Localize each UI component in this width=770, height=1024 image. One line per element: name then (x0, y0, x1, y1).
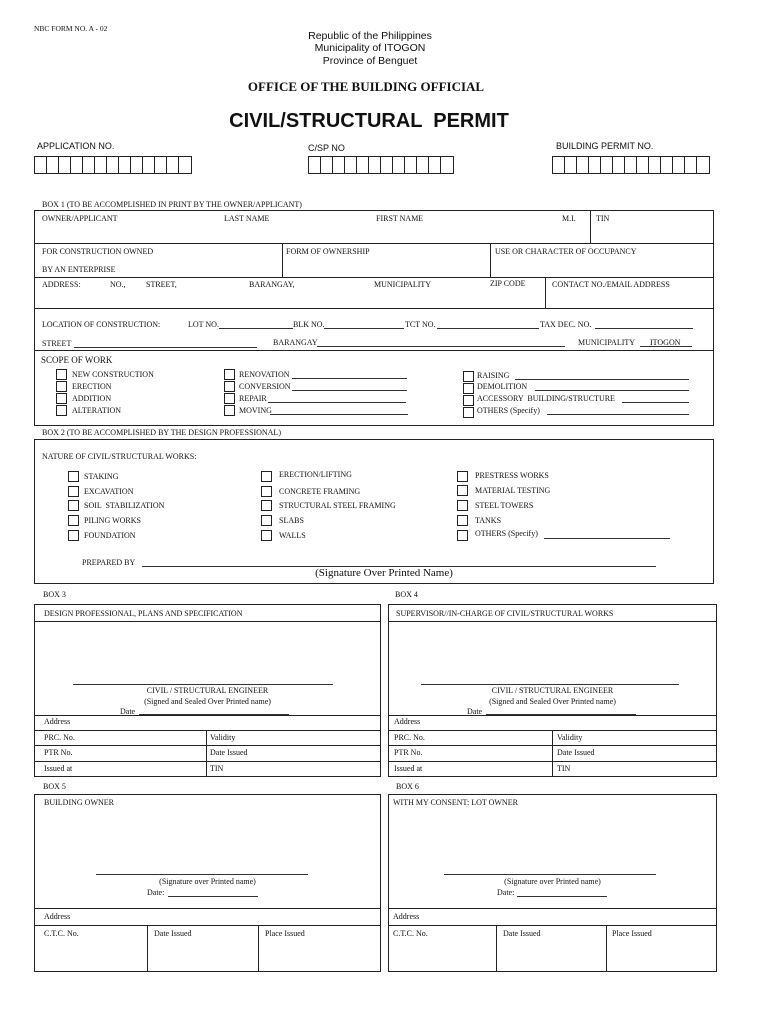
municipality-label: MUNICIPALITY (578, 338, 636, 347)
box5-date-issued-label: Date Issued (154, 929, 192, 938)
box3-prc-label: PRC. No. (44, 733, 75, 742)
box4-validity-label: Validity (557, 733, 583, 742)
works-label: OTHERS (Specify) (475, 529, 538, 538)
works-label: PRESTRESS WORKS (475, 471, 549, 480)
box4-date-label: Date (467, 707, 483, 716)
works-label: FOUNDATION (84, 531, 136, 540)
application-no-cells[interactable] (34, 156, 192, 174)
box6-place-issued-label: Place Issued (612, 929, 652, 938)
works-checkbox[interactable] (261, 530, 272, 541)
box3-date-label: Date (120, 707, 136, 716)
application-no-label: APPLICATION NO. (37, 141, 115, 151)
works-label: EXCAVATION (84, 487, 134, 496)
box1-divider (34, 308, 714, 309)
works-label: SLABS (279, 516, 304, 525)
box3-signature-line[interactable] (73, 684, 333, 685)
scope-label: ERECTION (72, 382, 112, 391)
owner-label: OWNER/APPLICANT (42, 214, 118, 223)
box4-signed-label: (Signed and Sealed Over Printed name) (489, 697, 616, 706)
box6-divider (606, 925, 607, 972)
box5-date-field[interactable] (168, 896, 258, 897)
box6-address-label: Address (393, 912, 420, 921)
box3-issued-at-label: Issued at (44, 764, 73, 773)
tax-dec-field[interactable] (595, 328, 693, 329)
box3-ptr-label: PTR No. (44, 748, 73, 757)
box4-divider (388, 715, 717, 716)
box1-divider (590, 210, 591, 243)
scope-field[interactable] (292, 378, 407, 379)
address-no-label: NO., (110, 280, 126, 289)
box4-title: SUPERVISOR//IN-CHARGE OF CIVIL/STRUCTURAL WORKS (396, 609, 614, 618)
works-checkbox[interactable] (68, 500, 79, 511)
csp-no-label: C/SP NO (308, 143, 345, 153)
tct-no-field[interactable] (437, 328, 539, 329)
box6-title: WITH MY CONSENT: LOT OWNER (393, 798, 518, 807)
box4-prc-label: PRC. No. (394, 733, 425, 742)
scope-label: MOVING (239, 406, 272, 415)
box4-date-issued-label: Date Issued (557, 748, 595, 757)
box4-divider (552, 730, 553, 777)
scope-field[interactable] (292, 390, 407, 391)
box3-date-field[interactable] (139, 714, 289, 715)
scope-checkbox[interactable] (224, 369, 235, 380)
box5-label: BOX 5 (43, 782, 66, 791)
works-checkbox[interactable] (261, 471, 272, 482)
box5-title: BUILDING OWNER (44, 798, 114, 807)
page-title: CIVIL/STRUCTURAL PERMIT (229, 110, 509, 132)
box1-heading: BOX 1 (TO BE ACCOMPLISHED IN PRINT BY THE OWNER/APPLICANT) (42, 200, 302, 209)
works-checkbox[interactable] (68, 515, 79, 526)
municipality-value: ITOGON (650, 338, 681, 347)
scope-label: DEMOLITION (477, 382, 528, 391)
box5-signature-label: (Signature over Printed name) (159, 877, 256, 886)
box4-engineer-label: CIVIL / STRUCTURAL ENGINEER (491, 686, 614, 695)
office-title: OFFICE OF THE BUILDING OFFICIAL (247, 79, 485, 94)
works-label: CONCRETE FRAMING (279, 487, 361, 496)
works-label: SOIL STABILIZATION (84, 501, 165, 510)
box3-divider (34, 745, 381, 746)
address-municipality-label: MUNICIPALITY (374, 280, 432, 289)
municipality-field[interactable] (640, 346, 692, 347)
box6-date-label: Date: (497, 888, 515, 897)
mi-label: M.I. (562, 214, 576, 223)
box6-divider (388, 908, 717, 909)
province-line: Province of Benguet (322, 55, 418, 67)
scope-field[interactable] (268, 402, 406, 403)
scope-label: ADDITION (72, 394, 112, 403)
box4-date-field[interactable] (486, 714, 636, 715)
scope-field[interactable] (622, 402, 689, 403)
barangay-field[interactable] (317, 346, 565, 347)
street-label: STREET (42, 339, 72, 348)
box5-divider (147, 925, 148, 972)
box3-divider (34, 621, 381, 622)
works-label: MATERIAL TESTING (475, 486, 551, 495)
tax-dec-label: TAX DEC. NO. (540, 320, 592, 329)
scope-label: OTHERS (Specify) (477, 406, 540, 415)
scope-checkbox[interactable] (463, 371, 474, 382)
form-number: NBC FORM NO. A - 02 (34, 24, 108, 33)
scope-field[interactable] (547, 414, 689, 415)
scope-label: NEW CONSTRUCTION (72, 370, 154, 379)
scope-checkbox[interactable] (224, 393, 235, 404)
box5-date-label: Date: (147, 888, 165, 897)
box1-divider (490, 243, 491, 277)
box1-divider (545, 277, 546, 308)
scope-field[interactable] (515, 379, 689, 380)
first-name-label: FIRST NAME (376, 214, 424, 223)
box6-signature-line[interactable] (444, 874, 656, 875)
box3-title: DESIGN PROFESSIONAL, PLANS AND SPECIFICATION (44, 609, 243, 618)
box6-date-issued-label: Date Issued (503, 929, 541, 938)
box4-signature-line[interactable] (421, 684, 679, 685)
works-label: STAKING (84, 472, 119, 481)
works-checkbox[interactable] (68, 471, 79, 482)
box3-divider (34, 715, 381, 716)
works-checkbox[interactable] (457, 500, 468, 511)
building-permit-no-label: BUILDING PERMIT NO. (556, 141, 654, 151)
box4-issued-at-label: Issued at (394, 764, 423, 773)
republic-line: Republic of the Philippines (308, 30, 432, 42)
prepared-by-label: PREPARED BY (82, 558, 136, 567)
barangay-label: BARANGAY (273, 338, 318, 347)
box1-divider (34, 243, 714, 244)
scope-heading: SCOPE OF WORK (41, 355, 113, 365)
works-label: ERECTION/LIFTING (279, 470, 352, 479)
scope-label: ACCESSORY BUILDING/STRUCTURE (477, 394, 615, 403)
address-label: ADDRESS: (42, 280, 81, 289)
works-checkbox[interactable] (457, 515, 468, 526)
last-name-label: LAST NAME (224, 214, 270, 223)
box6-date-field[interactable] (517, 896, 607, 897)
scope-checkbox[interactable] (56, 369, 67, 380)
works-checkbox[interactable] (457, 471, 468, 482)
works-label: WALLS (279, 531, 306, 540)
scope-checkbox[interactable] (56, 405, 67, 416)
location-label: LOCATION OF CONSTRUCTION: (42, 320, 161, 329)
scope-label: CONVERSION (239, 382, 291, 391)
box2-heading: BOX 2 (TO BE ACCOMPLISHED BY THE DESIGN PROFESSIONAL) (42, 428, 281, 437)
box3-validity-label: Validity (210, 733, 236, 742)
scope-checkbox[interactable] (56, 393, 67, 404)
works-label: TANKS (475, 516, 502, 525)
box3-divider (34, 730, 381, 731)
csp-no-cells[interactable] (308, 156, 454, 174)
scope-label: REPAIR (239, 394, 267, 403)
box6-divider (496, 925, 497, 972)
box6-ctc-label: C.T.C. No. (393, 929, 428, 938)
works-checkbox[interactable] (68, 530, 79, 541)
works-other-field[interactable] (544, 538, 670, 539)
scope-checkbox[interactable] (463, 407, 474, 418)
box6-label: BOX 6 (396, 782, 419, 791)
blk-no-label: BLK NO. (293, 320, 325, 329)
box5-signature-line[interactable] (96, 874, 308, 875)
box5-place-issued-label: Place Issued (265, 929, 305, 938)
scope-checkbox[interactable] (224, 381, 235, 392)
box3-address-label: Address (44, 717, 71, 726)
works-checkbox[interactable] (457, 485, 468, 496)
street-field[interactable] (74, 347, 257, 348)
box5-divider (258, 925, 259, 972)
box3-label: BOX 3 (43, 590, 66, 599)
use-occupancy-label: USE OR CHARACTER OF OCCUPANCY (495, 247, 637, 256)
works-checkbox[interactable] (457, 530, 468, 541)
works-checkbox[interactable] (261, 500, 272, 511)
enterprise-label: BY AN ENTERPRISE (42, 265, 116, 274)
box1-divider (282, 243, 283, 277)
box3-date-issued-label: Date Issued (210, 748, 248, 757)
box4-tin-label: TIN (557, 764, 571, 773)
zip-code-label: ZIP CODE (490, 279, 526, 288)
box3-engineer-label: CIVIL / STRUCTURAL ENGINEER (146, 686, 269, 695)
scope-checkbox[interactable] (463, 395, 474, 406)
box1-divider (34, 277, 714, 278)
lot-no-label: LOT NO. (188, 320, 219, 329)
box4-address-label: Address (394, 717, 421, 726)
scope-checkbox[interactable] (224, 405, 235, 416)
scope-label: RAISING (477, 371, 510, 380)
works-checkbox[interactable] (261, 486, 272, 497)
box4-ptr-label: PTR No. (394, 748, 423, 757)
blk-no-field[interactable] (324, 328, 404, 329)
form-ownership-label: FORM OF OWNERSHIP (286, 247, 370, 256)
box5-address-label: Address (44, 912, 71, 921)
box3-signed-label: (Signed and Sealed Over Printed name) (144, 697, 271, 706)
construction-owned-label: FOR CONSTRUCTION OWNED (42, 247, 154, 256)
works-label: STEEL TOWERS (475, 501, 534, 510)
works-label: STRUCTURAL STEEL FRAMING (279, 501, 396, 510)
box3-divider (206, 730, 207, 777)
lot-no-field[interactable] (219, 328, 293, 329)
scope-field[interactable] (535, 390, 689, 391)
box5-divider (34, 908, 381, 909)
tct-no-label: TCT NO. (405, 320, 436, 329)
scope-label: RENOVATION (239, 370, 290, 379)
works-checkbox[interactable] (68, 486, 79, 497)
address-street-label: STREET, (146, 280, 177, 289)
box4-divider (388, 621, 717, 622)
box4-label: BOX 4 (395, 590, 418, 599)
scope-checkbox[interactable] (463, 383, 474, 394)
municipality-line: Municipality of ITOGON (314, 42, 426, 54)
nature-label: NATURE OF CIVIL/STRUCTURAL WORKS: (42, 452, 197, 461)
scope-field[interactable] (270, 414, 408, 415)
contact-label: CONTACT NO./EMAIL ADDRESS (552, 280, 670, 289)
works-label: PILING WORKS (84, 516, 141, 525)
building-permit-no-cells[interactable] (552, 156, 710, 174)
box3-divider (34, 761, 381, 762)
scope-label: ALTERATION (72, 406, 122, 415)
box6-divider (388, 925, 717, 926)
box5-divider (34, 925, 381, 926)
box3-tin-label: TIN (210, 764, 224, 773)
box6-signature-label: (Signature over Printed name) (504, 877, 601, 886)
tin-label: TIN (596, 214, 610, 223)
box5-ctc-label: C.T.C. No. (44, 929, 79, 938)
address-barangay-label: BARANGAY, (249, 280, 295, 289)
scope-checkbox[interactable] (56, 381, 67, 392)
box1-divider (34, 350, 714, 351)
signature-caption: (Signature Over Printed Name) (315, 567, 453, 579)
works-checkbox[interactable] (261, 515, 272, 526)
